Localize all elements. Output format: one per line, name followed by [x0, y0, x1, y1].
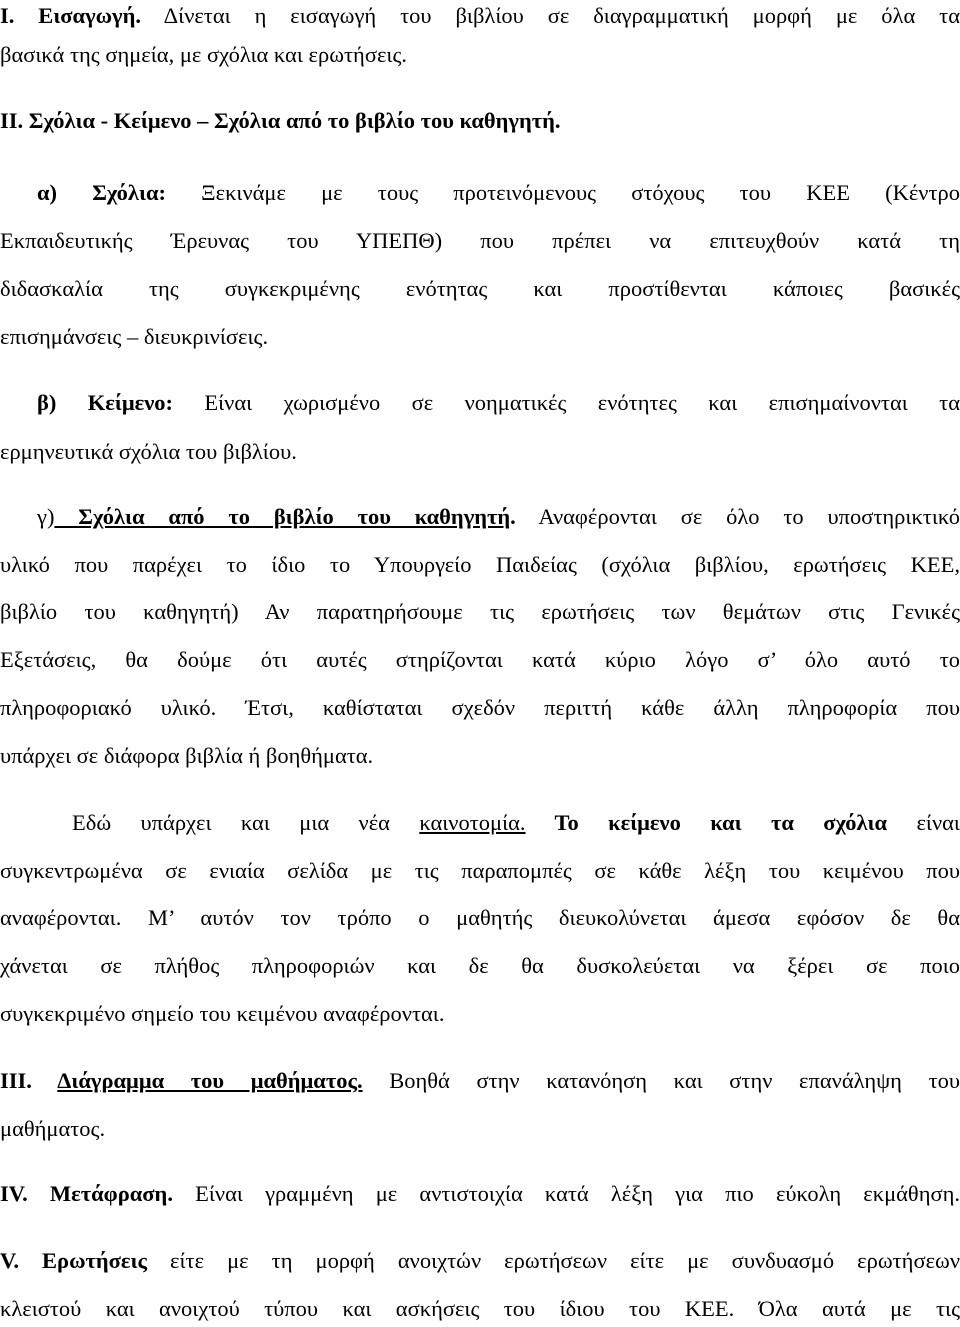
comments-b-line-1: β) Κείμενο: Είναι χωρισμένο σε νοηματικές ενότητες και επισημαίνονται τα [37, 390, 960, 415]
comments-a-line-4: επισημάνσεις – διευκρινίσεις. [0, 324, 269, 349]
translation-heading: IV. Μετάφραση. [0, 1181, 173, 1206]
comments-c-label: Σχόλια από το βιβλίο του καθηγητή [54, 504, 511, 529]
comments-a-label: α) Σχόλια: [37, 180, 166, 205]
innovation-line-5: συγκεκριμένο σημείο του κειμένου αναφέρονται. [0, 1001, 445, 1026]
comments-c-line-4: Εξετάσεις, θα δούμε ότι αυτές στηρίζονται κατά κύριο λόγο σ’ όλο αυτό το [0, 647, 960, 672]
innovation-line-1: Εδώ υπάρχει και μια νέα καινοτομία. Το κείμενο και τα σχόλια είναι [72, 810, 960, 835]
questions-line-1: V. Ερωτήσεις είτε με τη μορφή ανοιχτών ερωτήσεων είτε με συνδυασμό ερωτήσεων [0, 1248, 960, 1273]
comments-c-line-3: βιβλίο του καθηγητή) Αν παρατηρήσουμε τις ερωτήσεις των θεμάτων στις Γενικές [0, 599, 960, 624]
innovation-underlined: καινοτομία. [419, 810, 526, 835]
comments-b-label: β) Κείμενο: [37, 390, 173, 415]
comments-c-line-1: γ) Σχόλια από το βιβλίο του καθηγητή. Αναφέρονται σε όλο το υποστηρικτικό [37, 504, 960, 529]
intro-text: Δίνεται η εισαγωγή του βιβλίου σε διαγραμματική μορφή με όλα τα [140, 3, 960, 28]
comments-c-prefix: γ) [37, 504, 55, 529]
diagram-line-2: μαθήματος. [0, 1116, 106, 1141]
comments-a-line-1: α) Σχόλια: Ξεκινάμε με τους προτεινόμενους στόχους του ΚΕΕ (Κέντρο [37, 180, 960, 205]
comments-a-line-2: Εκπαιδευτικής Έρευνας του ΥΠΕΠΘ) που πρέπει να επιτευχθούν κατά τη [0, 228, 960, 253]
comments-b-line-2: ερμηνευτικά σχόλια του βιβλίου. [0, 439, 297, 464]
intro-paragraph-line-1 [0, 0, 960, 32]
innovation-line-3: αναφέρονται. Μ’ αυτόν τον τρόπο ο μαθητής διευκολύνεται άμεσα εφόσον δε θα [0, 905, 960, 930]
intro-paragraph-line-2: βασικά της σημεία, με σχόλια και ερωτήσεις. [0, 42, 407, 67]
innovation-bold: Το κείμενο και τα σχόλια [525, 810, 888, 835]
comments-c-line-2: υλικό που παρέχει το ίδιο το Υπουργείο Παιδείας (σχόλια βιβλίου, ερωτήσεις ΚΕΕ, [0, 552, 960, 577]
intro-heading: Ι. Εισαγωγή. [0, 3, 141, 28]
questions-heading: V. Ερωτήσεις [0, 1248, 147, 1273]
comments-c-line-5: πληροφοριακό υλικό. Έτσι, καθίσταται σχεδόν περιττή κάθε άλλη πληροφορία που [0, 695, 960, 720]
comments-c-line-6: υπάρχει σε διάφορα βιβλία ή βοηθήματα. [0, 743, 374, 768]
diagram-line-1: ΙΙΙ. Διάγραμμα του μαθήματος. Βοηθά στην κατανόηση και στην επανάληψη του [0, 1068, 960, 1093]
questions-line-2: κλειστού και ανοιχτού τύπου και ασκήσεις του ίδιου του ΚΕΕ. Όλα αυτά με τις [0, 1296, 960, 1321]
diagram-heading: Διάγραμμα του μαθήματος. [57, 1068, 363, 1093]
translation-line: IV. Μετάφραση. Είναι γραμμένη με αντιστοιχία κατά λέξη για πιο εύκολη εκμάθηση. [0, 1181, 960, 1206]
comments-a-line-3: διδασκαλία της συγκεκριμένης ενότητας και προστίθενται κάποιες βασικές [0, 276, 960, 301]
innovation-line-4: χάνεται σε πλήθος πληροφοριών και δε θα δυσκολεύεται να ξέρει σε ποιο [0, 953, 960, 978]
comments-heading: ΙΙ. Σχόλια - Κείμενο – Σχόλια από το βιβλίο του καθηγητή. [0, 108, 561, 133]
innovation-line-2: συγκεντρωμένα σε ενιαία σελίδα με τις παραπομπές σε κάθε λέξη του κειμένου που [0, 858, 960, 883]
